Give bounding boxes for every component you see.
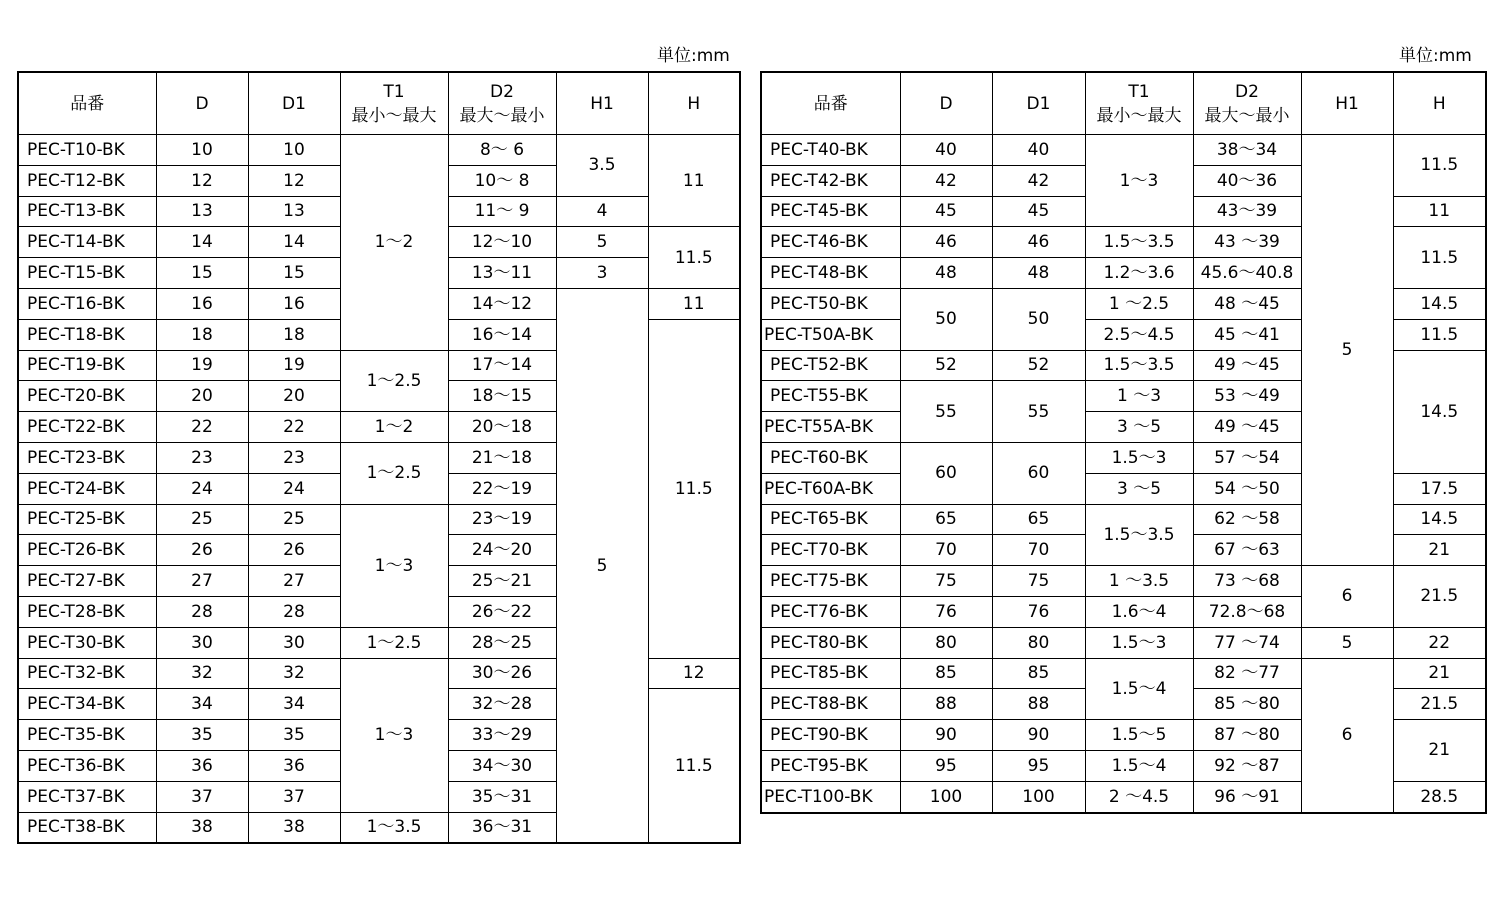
part-number-cell: PEC-T90-BK	[761, 720, 900, 751]
d-cell: 34	[156, 689, 248, 720]
d-cell: 24	[156, 473, 248, 504]
part-number-cell: PEC-T38-BK	[18, 812, 156, 843]
d1-cell: 25	[248, 504, 340, 535]
d1-cell: 38	[248, 812, 340, 843]
d2-cell: 62 ～58	[1193, 504, 1301, 535]
d2-cell: 48 ～45	[1193, 288, 1301, 319]
t1-cell: 1.5～3.5	[1085, 350, 1193, 381]
header-t1	[1085, 72, 1193, 135]
t1-cell: 1.2～3.6	[1085, 258, 1193, 289]
d2-cell: 96 ～91	[1193, 781, 1301, 812]
part-number-cell: PEC-T13-BK	[18, 196, 156, 227]
d1-cell: 88	[992, 689, 1085, 720]
part-number-cell: PEC-T60-BK	[761, 442, 900, 473]
d1-cell: 24	[248, 473, 340, 504]
part-number-cell: PEC-T80-BK	[761, 627, 900, 658]
d1-cell: 14	[248, 227, 340, 258]
h1-cell: 5	[1301, 135, 1393, 566]
part-number-cell: PEC-T65-BK	[761, 504, 900, 535]
d2-cell: 22～19	[448, 473, 556, 504]
d2-cell: 77 ～74	[1193, 627, 1301, 658]
d1-cell: 26	[248, 535, 340, 566]
d1-cell: 85	[992, 658, 1085, 689]
d-cell: 80	[900, 627, 992, 658]
d-cell: 45	[900, 196, 992, 227]
h-cell: 11.5	[648, 319, 740, 658]
h-cell: 17.5	[1393, 473, 1486, 504]
d2-cell: 53 ～49	[1193, 381, 1301, 412]
d1-cell: 75	[992, 566, 1085, 597]
d2-cell: 82 ～77	[1193, 658, 1301, 689]
d2-cell: 45 ～41	[1193, 319, 1301, 350]
t1-cell: 1～3	[1085, 135, 1193, 227]
t1-cell: 1.5～3.5	[1085, 504, 1193, 566]
part-number-cell: PEC-T60A-BK	[761, 473, 900, 504]
d1-cell: 42	[992, 165, 1085, 196]
t1-cell: 1～2.5	[340, 627, 448, 658]
d2-cell: 67 ～63	[1193, 535, 1301, 566]
d-cell: 60	[900, 442, 992, 504]
d1-cell: 16	[248, 288, 340, 319]
part-number-cell: PEC-T55-BK	[761, 381, 900, 412]
t1-cell: 1.5～3	[1085, 442, 1193, 473]
t1-cell: 1.5～4	[1085, 658, 1193, 720]
d2-cell: 23～19	[448, 504, 556, 535]
d-cell: 88	[900, 689, 992, 720]
header-t1-title: T1	[1128, 81, 1150, 102]
h-cell: 11.5	[648, 227, 740, 289]
h1-cell: 3.5	[556, 135, 648, 197]
d1-cell: 13	[248, 196, 340, 227]
header-d2	[448, 72, 556, 135]
h-cell: 11.5	[1393, 135, 1486, 197]
d-cell: 20	[156, 381, 248, 412]
h-cell: 21	[1393, 720, 1486, 782]
d-cell: 76	[900, 596, 992, 627]
d-cell: 22	[156, 412, 248, 443]
d2-cell: 57 ～54	[1193, 442, 1301, 473]
d2-cell: 72.8～68	[1193, 596, 1301, 627]
d2-cell: 30～26	[448, 658, 556, 689]
table-row	[761, 135, 1486, 166]
d2-cell: 54 ～50	[1193, 473, 1301, 504]
part-number-cell: PEC-T35-BK	[18, 720, 156, 751]
part-number-cell: PEC-T76-BK	[761, 596, 900, 627]
h-cell: 22	[1393, 627, 1486, 658]
d2-cell: 35～31	[448, 781, 556, 812]
t1-cell: 1 ～2.5	[1085, 288, 1193, 319]
part-number-cell: PEC-T55A-BK	[761, 412, 900, 443]
part-number-cell: PEC-T28-BK	[18, 596, 156, 627]
d-cell: 32	[156, 658, 248, 689]
d1-cell: 52	[992, 350, 1085, 381]
part-number-cell: PEC-T14-BK	[18, 227, 156, 258]
d1-cell: 90	[992, 720, 1085, 751]
h1-cell: 3	[556, 258, 648, 289]
part-number-cell: PEC-T95-BK	[761, 750, 900, 781]
t1-cell: 1 ～3	[1085, 381, 1193, 412]
d2-cell: 25～21	[448, 566, 556, 597]
h1-cell: 6	[1301, 566, 1393, 628]
d2-cell: 16～14	[448, 319, 556, 350]
part-number-cell: PEC-T10-BK	[18, 135, 156, 166]
d1-cell: 76	[992, 596, 1085, 627]
header-h: H	[648, 72, 740, 135]
part-number-cell: PEC-T23-BK	[18, 442, 156, 473]
header-t1	[340, 72, 448, 135]
header-part-number: 品番	[761, 72, 900, 135]
spec-table-right	[760, 71, 1487, 814]
h-cell: 14.5	[1393, 350, 1486, 473]
part-number-cell: PEC-T42-BK	[761, 165, 900, 196]
d2-cell: 92 ～87	[1193, 750, 1301, 781]
d2-cell: 26～22	[448, 596, 556, 627]
d-cell: 23	[156, 442, 248, 473]
d-cell: 28	[156, 596, 248, 627]
d2-cell: 38～34	[1193, 135, 1301, 166]
d-cell: 10	[156, 135, 248, 166]
d2-cell: 33～29	[448, 720, 556, 751]
d2-cell: 43～39	[1193, 196, 1301, 227]
header-h: H	[1393, 72, 1486, 135]
table-row	[761, 566, 1486, 597]
d1-cell: 34	[248, 689, 340, 720]
d2-cell: 32～28	[448, 689, 556, 720]
d2-cell: 43 ～39	[1193, 227, 1301, 258]
header-d2-title: D2	[490, 81, 514, 102]
table-body	[761, 135, 1486, 813]
d-cell: 14	[156, 227, 248, 258]
h-cell: 12	[648, 658, 740, 689]
d1-cell: 18	[248, 319, 340, 350]
d1-cell: 10	[248, 135, 340, 166]
header-d1: D1	[992, 72, 1085, 135]
d1-cell: 70	[992, 535, 1085, 566]
t1-cell: 1～3	[340, 504, 448, 627]
d1-cell: 95	[992, 750, 1085, 781]
d-cell: 65	[900, 504, 992, 535]
d-cell: 26	[156, 535, 248, 566]
d-cell: 75	[900, 566, 992, 597]
d1-cell: 20	[248, 381, 340, 412]
d2-cell: 34～30	[448, 750, 556, 781]
d-cell: 35	[156, 720, 248, 751]
part-number-cell: PEC-T75-BK	[761, 566, 900, 597]
part-number-cell: PEC-T24-BK	[18, 473, 156, 504]
d1-cell: 45	[992, 196, 1085, 227]
d2-cell: 14～12	[448, 288, 556, 319]
d-cell: 90	[900, 720, 992, 751]
header-d1: D1	[248, 72, 340, 135]
d-cell: 19	[156, 350, 248, 381]
d1-cell: 65	[992, 504, 1085, 535]
d1-cell: 36	[248, 750, 340, 781]
part-number-cell: PEC-T85-BK	[761, 658, 900, 689]
t1-cell: 1.5～5	[1085, 720, 1193, 751]
h1-cell: 5	[556, 227, 648, 258]
d2-cell: 17～14	[448, 350, 556, 381]
d1-cell: 35	[248, 720, 340, 751]
table-header	[761, 72, 1486, 135]
h-cell: 21.5	[1393, 689, 1486, 720]
d1-cell: 60	[992, 442, 1085, 504]
part-number-cell: PEC-T20-BK	[18, 381, 156, 412]
d1-cell: 23	[248, 442, 340, 473]
d2-cell: 40～36	[1193, 165, 1301, 196]
d2-cell: 12～10	[448, 227, 556, 258]
h-cell: 21.5	[1393, 566, 1486, 628]
h1-cell: 4	[556, 196, 648, 227]
d2-cell: 36～31	[448, 812, 556, 843]
t1-cell: 1～3	[340, 658, 448, 812]
part-number-cell: PEC-T30-BK	[18, 627, 156, 658]
d-cell: 52	[900, 350, 992, 381]
h-cell: 21	[1393, 535, 1486, 566]
t1-cell: 2 ～4.5	[1085, 781, 1193, 812]
part-number-cell: PEC-T48-BK	[761, 258, 900, 289]
h-cell: 11.5	[1393, 227, 1486, 289]
part-number-cell: PEC-T22-BK	[18, 412, 156, 443]
d2-cell: 20～18	[448, 412, 556, 443]
d2-cell: 8～ 6	[448, 135, 556, 166]
t1-cell: 1～2.5	[340, 350, 448, 412]
part-number-cell: PEC-T50-BK	[761, 288, 900, 319]
d-cell: 38	[156, 812, 248, 843]
part-number-cell: PEC-T88-BK	[761, 689, 900, 720]
t1-cell: 1～2.5	[340, 442, 448, 504]
part-number-cell: PEC-T16-BK	[18, 288, 156, 319]
header-t1-range: 最小～最大	[351, 105, 437, 126]
t1-cell: 1～2	[340, 412, 448, 443]
t1-cell: 3 ～5	[1085, 412, 1193, 443]
table-body	[18, 135, 740, 844]
d1-cell: 55	[992, 381, 1085, 443]
d-cell: 30	[156, 627, 248, 658]
part-number-cell: PEC-T36-BK	[18, 750, 156, 781]
d1-cell: 15	[248, 258, 340, 289]
part-number-cell: PEC-T37-BK	[18, 781, 156, 812]
table-row	[18, 135, 740, 166]
d1-cell: 50	[992, 288, 1085, 350]
d1-cell: 80	[992, 627, 1085, 658]
t1-cell: 1～2	[340, 135, 448, 351]
d-cell: 15	[156, 258, 248, 289]
h-cell: 21	[1393, 658, 1486, 689]
d2-cell: 24～20	[448, 535, 556, 566]
h-cell: 28.5	[1393, 781, 1486, 812]
d1-cell: 100	[992, 781, 1085, 812]
d2-cell: 10～ 8	[448, 165, 556, 196]
d-cell: 55	[900, 381, 992, 443]
table-row	[761, 658, 1486, 689]
part-number-cell: PEC-T15-BK	[18, 258, 156, 289]
h-cell: 11.5	[1393, 319, 1486, 350]
d-cell: 16	[156, 288, 248, 319]
header-part-number: 品番	[18, 72, 156, 135]
h1-cell: 5	[556, 288, 648, 843]
d-cell: 85	[900, 658, 992, 689]
d-cell: 46	[900, 227, 992, 258]
part-number-cell: PEC-T70-BK	[761, 535, 900, 566]
d2-cell: 21～18	[448, 442, 556, 473]
t1-cell: 1.5～3.5	[1085, 227, 1193, 258]
part-number-cell: PEC-T46-BK	[761, 227, 900, 258]
d1-cell: 46	[992, 227, 1085, 258]
d1-cell: 48	[992, 258, 1085, 289]
part-number-cell: PEC-T27-BK	[18, 566, 156, 597]
d-cell: 12	[156, 165, 248, 196]
d-cell: 25	[156, 504, 248, 535]
spec-table-left	[17, 71, 741, 844]
d2-cell: 18～15	[448, 381, 556, 412]
h-cell: 11.5	[648, 689, 740, 843]
d-cell: 27	[156, 566, 248, 597]
d1-cell: 22	[248, 412, 340, 443]
part-number-cell: PEC-T45-BK	[761, 196, 900, 227]
d-cell: 18	[156, 319, 248, 350]
d2-cell: 49 ～45	[1193, 412, 1301, 443]
header-d2-range: 最大～最小	[1204, 105, 1290, 126]
h1-cell: 6	[1301, 658, 1393, 812]
t1-cell: 1.6～4	[1085, 596, 1193, 627]
d2-cell: 11～ 9	[448, 196, 556, 227]
d1-cell: 12	[248, 165, 340, 196]
d1-cell: 30	[248, 627, 340, 658]
d-cell: 95	[900, 750, 992, 781]
unit-label: 単位:mm	[657, 46, 730, 66]
d-cell: 100	[900, 781, 992, 812]
d-cell: 36	[156, 750, 248, 781]
header-t1-title: T1	[383, 81, 405, 102]
d2-cell: 85 ～80	[1193, 689, 1301, 720]
header-t1-range: 最小～最大	[1096, 105, 1182, 126]
d-cell: 37	[156, 781, 248, 812]
header-d: D	[900, 72, 992, 135]
t1-cell: 1～3.5	[340, 812, 448, 843]
d2-cell: 49 ～45	[1193, 350, 1301, 381]
d1-cell: 27	[248, 566, 340, 597]
h-cell: 14.5	[1393, 288, 1486, 319]
d1-cell: 32	[248, 658, 340, 689]
t1-cell: 1.5～4	[1085, 750, 1193, 781]
d2-cell: 45.6～40.8	[1193, 258, 1301, 289]
t1-cell: 1.5～3	[1085, 627, 1193, 658]
d-cell: 50	[900, 288, 992, 350]
d1-cell: 40	[992, 135, 1085, 166]
d2-cell: 73 ～68	[1193, 566, 1301, 597]
unit-label: 単位:mm	[1399, 46, 1472, 66]
part-number-cell: PEC-T34-BK	[18, 689, 156, 720]
part-number-cell: PEC-T26-BK	[18, 535, 156, 566]
d-cell: 70	[900, 535, 992, 566]
h-cell: 11	[648, 288, 740, 319]
table-header	[18, 72, 740, 135]
t1-cell: 2.5～4.5	[1085, 319, 1193, 350]
d-cell: 13	[156, 196, 248, 227]
d1-cell: 19	[248, 350, 340, 381]
d2-cell: 87 ～80	[1193, 720, 1301, 751]
d2-cell: 13～11	[448, 258, 556, 289]
d-cell: 42	[900, 165, 992, 196]
h-cell: 11	[648, 135, 740, 227]
part-number-cell: PEC-T100-BK	[761, 781, 900, 812]
h-cell: 11	[1393, 196, 1486, 227]
part-number-cell: PEC-T32-BK	[18, 658, 156, 689]
part-number-cell: PEC-T25-BK	[18, 504, 156, 535]
header-d2-title: D2	[1235, 81, 1259, 102]
d1-cell: 28	[248, 596, 340, 627]
header-d2-range: 最大～最小	[459, 105, 545, 126]
part-number-cell: PEC-T12-BK	[18, 165, 156, 196]
d-cell: 40	[900, 135, 992, 166]
t1-cell: 3 ～5	[1085, 473, 1193, 504]
d2-cell: 28～25	[448, 627, 556, 658]
header-h1: H1	[556, 72, 648, 135]
header-h1: H1	[1301, 72, 1393, 135]
part-number-cell: PEC-T18-BK	[18, 319, 156, 350]
h-cell: 14.5	[1393, 504, 1486, 535]
t1-cell: 1 ～3.5	[1085, 566, 1193, 597]
d1-cell: 37	[248, 781, 340, 812]
part-number-cell: PEC-T19-BK	[18, 350, 156, 381]
header-d2	[1193, 72, 1301, 135]
part-number-cell: PEC-T52-BK	[761, 350, 900, 381]
part-number-cell: PEC-T50A-BK	[761, 319, 900, 350]
part-number-cell: PEC-T40-BK	[761, 135, 900, 166]
d-cell: 48	[900, 258, 992, 289]
table-row	[761, 627, 1486, 658]
header-d: D	[156, 72, 248, 135]
h1-cell: 5	[1301, 627, 1393, 658]
